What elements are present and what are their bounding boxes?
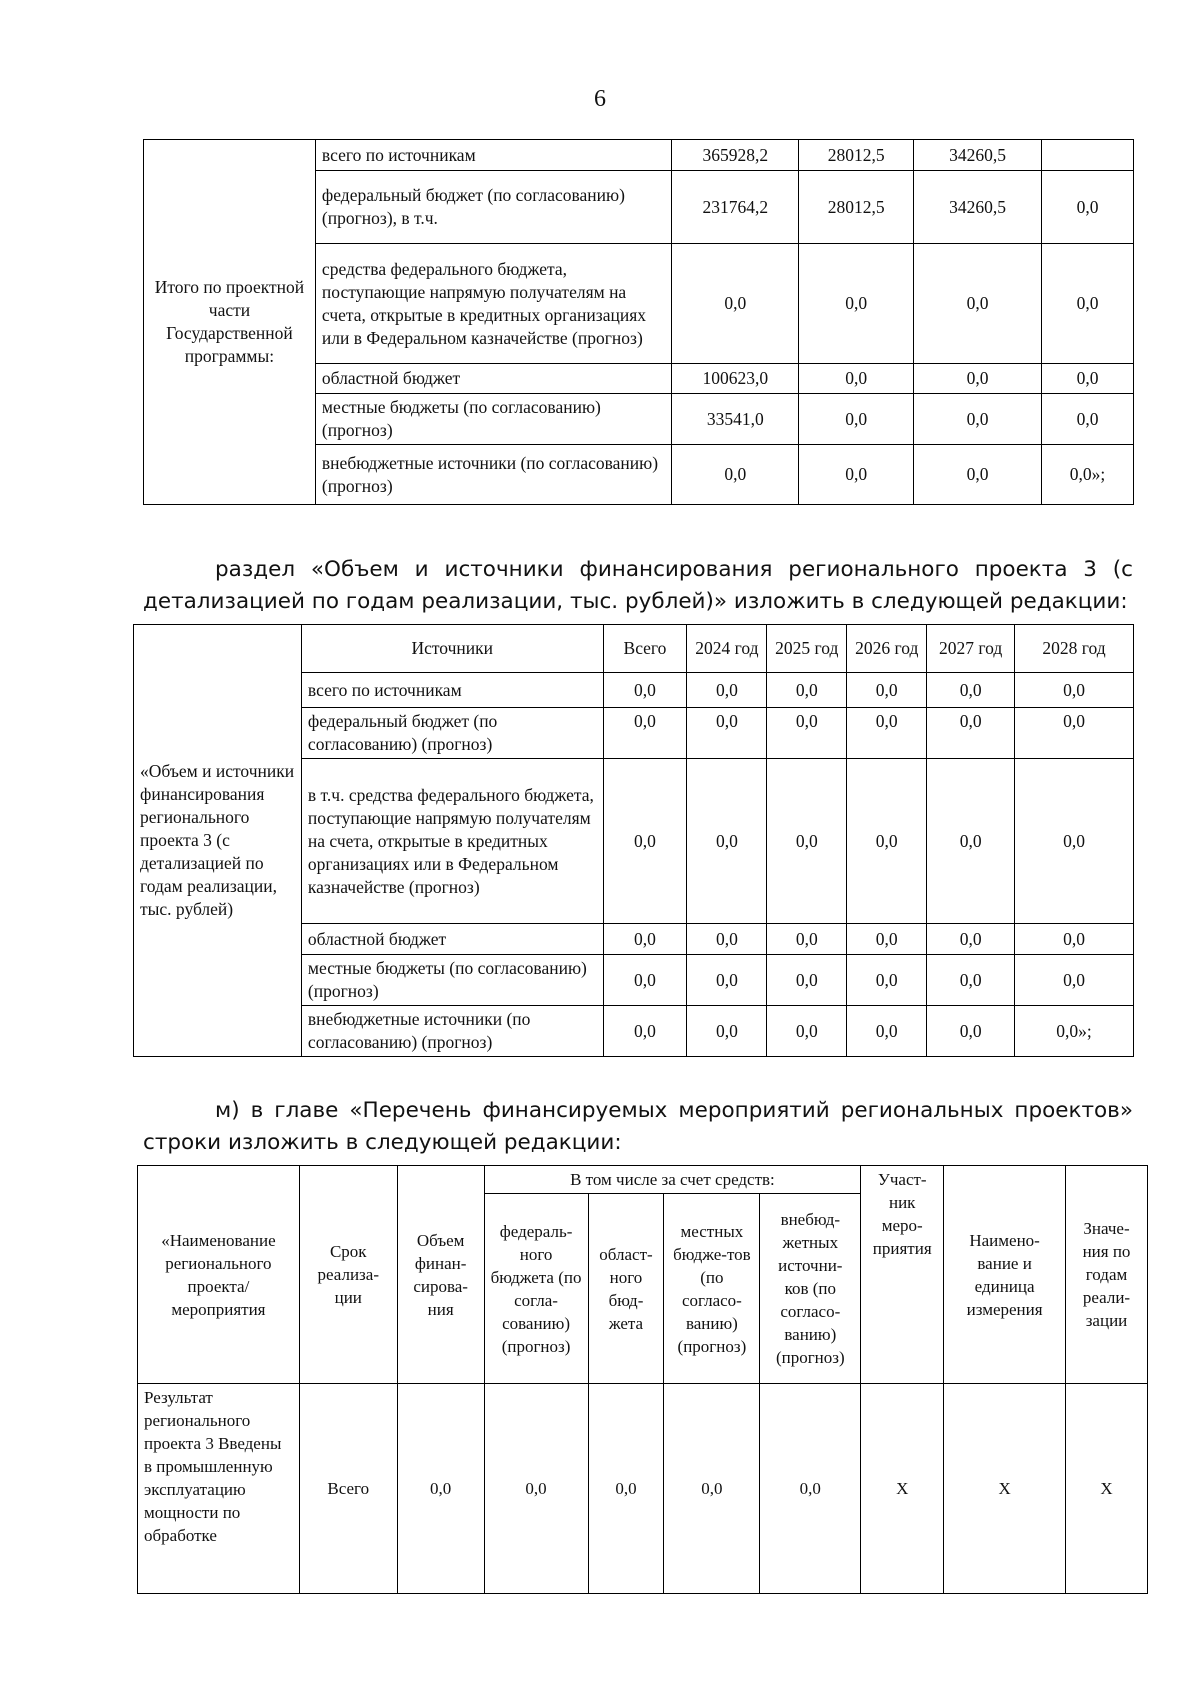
value-cell: 34260,5 [914, 140, 1042, 171]
value-cell: 0,0 [1015, 759, 1134, 924]
column-header: 2024 год [687, 625, 767, 673]
value-cell: 0,0»; [1015, 1006, 1134, 1057]
value-cell: 0,0 [1015, 924, 1134, 955]
table-header-row [134, 625, 1134, 673]
table-row [144, 140, 1134, 171]
column-header-including: В том числе за счет средств: [484, 1166, 861, 1194]
value-cell: 0,0 [767, 1006, 847, 1057]
value-cell: 0,0 [914, 364, 1042, 394]
value-cell: 0,0 [927, 924, 1015, 955]
value-cell: 0,0 [603, 759, 687, 924]
paragraph-text: раздел «Объем и источники финансирования регионального проекта 3 (с детализацией по годам реализации, тыс. рублей)» изложить в следующей редакции: [143, 556, 1133, 614]
source-cell: местные бюджеты (по согласованию) (прогноз) [315, 394, 671, 445]
table-row [138, 1384, 1148, 1594]
paragraph-text: м) в главе «Перечень финансируемых мероприятий региональных проектов» строки изложить в следующей редакции: [143, 1097, 1133, 1155]
value-cell: 0,0 [799, 364, 914, 394]
source-cell: внебюджетные источники (по согласованию) (прогноз) [315, 445, 671, 505]
value-cell: 0,0 [672, 445, 799, 505]
financed-activities-table [137, 1165, 1148, 1594]
column-header: 2026 год [847, 625, 927, 673]
participant-cell: Х [861, 1384, 944, 1594]
source-cell: федеральный бюджет (по согласованию) (прогноз) [301, 708, 603, 759]
value-cell: 0,0 [603, 924, 687, 955]
value-cell: 0,0 [914, 445, 1042, 505]
value-cell: 365928,2 [672, 140, 799, 171]
value-cell [1042, 140, 1134, 171]
result-name-cell: Результат регионального проекта 3 Введены в промышленную эксплуатацию мощности по обработке [138, 1384, 300, 1594]
value-cell: 0,0 [397, 1384, 484, 1594]
column-header-volume: Объем финан-сирова-ния [397, 1166, 484, 1384]
value-cell: 0,0 [799, 244, 914, 364]
value-cell: 0,0 [603, 673, 687, 708]
regional-project-3-financing-table [133, 624, 1134, 1057]
source-cell: федеральный бюджет (по согласованию) (прогноз), в т.ч. [315, 171, 671, 244]
paragraph-chapter-replace [143, 1095, 1133, 1159]
value-cell: 0,0 [847, 759, 927, 924]
source-cell: областной бюджет [315, 364, 671, 394]
value-cell: 28012,5 [799, 171, 914, 244]
value-cell: 0,0 [484, 1384, 588, 1594]
value-cell: 0,0 [603, 1006, 687, 1057]
column-header-extra: внебюд-жетных источни-ков (по согласо-ванию) (прогноз) [760, 1194, 861, 1384]
value-cell: 100623,0 [672, 364, 799, 394]
value-cell: 0,0 [603, 955, 687, 1006]
source-cell: областной бюджет [301, 924, 603, 955]
value-cell: 28012,5 [799, 140, 914, 171]
value-cell: 0,0 [1042, 171, 1134, 244]
column-header-regional: област-ного бюд-жета [588, 1194, 664, 1384]
value-cell: 0,0 [687, 708, 767, 759]
column-header: Всего [603, 625, 687, 673]
column-header-local: местных бюдже-тов (по согласо-ванию) (прогноз) [664, 1194, 760, 1384]
total-row-label: Итого по проектной части Государственной программы: [144, 140, 316, 505]
value-cell: 0,0 [1042, 364, 1134, 394]
value-cell: 0,0 [687, 673, 767, 708]
value-cell: 0,0 [672, 244, 799, 364]
page-number: 6 [594, 86, 606, 112]
column-header: Источники [301, 625, 603, 673]
project-3-row-label: «Объем и источники финансирования регионального проекта 3 (с детализацией по годам реализации, тыс. рублей) [134, 625, 302, 1057]
value-cell: 0,0 [927, 1006, 1015, 1057]
value-cell: 0,0 [927, 708, 1015, 759]
source-cell: всего по источникам [315, 140, 671, 171]
value-cell: 0,0 [687, 955, 767, 1006]
value-cell: 231764,2 [672, 171, 799, 244]
value-cell: 0,0 [1015, 673, 1134, 708]
column-header-participant: Участ-ник меро-приятия [861, 1166, 944, 1384]
value-cell: 0,0 [927, 759, 1015, 924]
value-cell: 33541,0 [672, 394, 799, 445]
value-cell: 0,0 [914, 394, 1042, 445]
indicator-cell: Х [944, 1384, 1066, 1594]
value-cell: 0,0 [664, 1384, 760, 1594]
column-header-term: Срок реализа-ции [299, 1166, 397, 1384]
value-cell: 0,0 [847, 924, 927, 955]
value-cell: 0,0 [847, 955, 927, 1006]
table-header-row [138, 1166, 1148, 1194]
value-cell: 0,0 [603, 708, 687, 759]
column-header: 2028 год [1015, 625, 1134, 673]
value-cell: 0,0 [767, 708, 847, 759]
column-header-values: Значе-ния по годам реали-зации [1066, 1166, 1148, 1384]
values-cell: Х [1066, 1384, 1148, 1594]
value-cell: 0,0 [767, 924, 847, 955]
value-cell: 0,0 [1042, 394, 1134, 445]
value-cell: 34260,5 [914, 171, 1042, 244]
value-cell: 0,0 [1042, 244, 1134, 364]
column-header: 2027 год [927, 625, 1015, 673]
term-cell: Всего [299, 1384, 397, 1594]
paragraph-section-replace [143, 554, 1133, 618]
value-cell: 0,0 [914, 244, 1042, 364]
source-cell: местные бюджеты (по согласованию) (прогноз) [301, 955, 603, 1006]
source-cell: внебюджетные источники (по согласованию) (прогноз) [301, 1006, 603, 1057]
value-cell: 0,0 [799, 394, 914, 445]
column-header-indicator: Наимено-вание и единица измерения [944, 1166, 1066, 1384]
source-cell: всего по источникам [301, 673, 603, 708]
source-cell: средства федерального бюджета, поступающие напрямую получателям на счета, открытые в кредитных организациях или в Федеральном казначействе (прогноз) [315, 244, 671, 364]
value-cell: 0,0 [847, 673, 927, 708]
value-cell: 0,0 [1015, 708, 1134, 759]
value-cell: 0,0 [588, 1384, 664, 1594]
value-cell: 0,0 [687, 1006, 767, 1057]
column-header-name: «Наименование регионального проекта/ мероприятия [138, 1166, 300, 1384]
value-cell: 0,0 [1015, 955, 1134, 1006]
value-cell: 0,0 [799, 445, 914, 505]
value-cell: 0,0»; [1042, 445, 1134, 505]
source-cell: в т.ч. средства федерального бюджета, поступающие напрямую получателям на счета, открытые в кредитных организациях или в Федеральном казначействе (прогноз) [301, 759, 603, 924]
value-cell: 0,0 [847, 1006, 927, 1057]
value-cell: 0,0 [847, 708, 927, 759]
value-cell: 0,0 [760, 1384, 861, 1594]
financing-total-table [143, 139, 1134, 505]
column-header: 2025 год [767, 625, 847, 673]
value-cell: 0,0 [927, 673, 1015, 708]
column-header-federal: федераль-ного бюджета (по согла-сованию) (прогноз) [484, 1194, 588, 1384]
value-cell: 0,0 [927, 955, 1015, 1006]
value-cell: 0,0 [767, 673, 847, 708]
value-cell: 0,0 [687, 759, 767, 924]
value-cell: 0,0 [767, 759, 847, 924]
value-cell: 0,0 [767, 955, 847, 1006]
value-cell: 0,0 [687, 924, 767, 955]
